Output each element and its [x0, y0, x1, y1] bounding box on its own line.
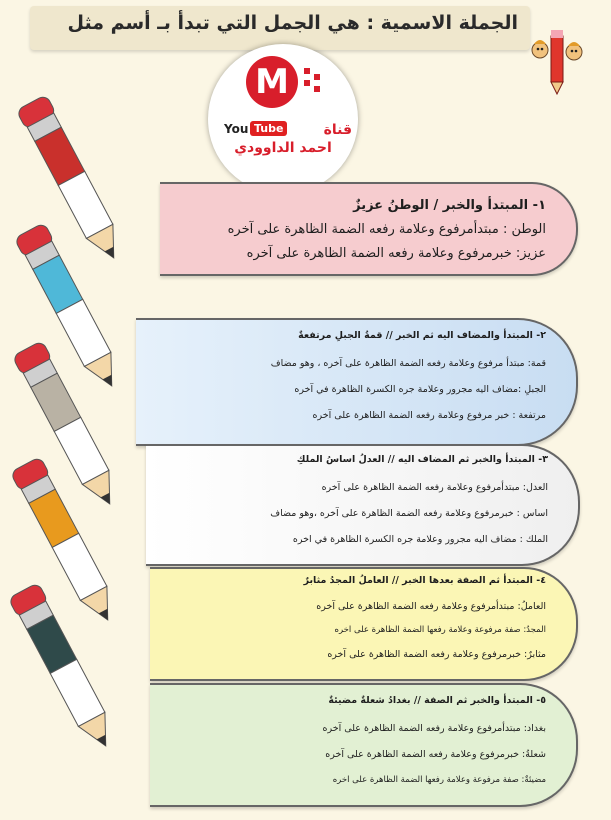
youtube-prefix: You	[224, 122, 249, 136]
channel-logo	[208, 44, 358, 194]
pencil-kids-icon	[531, 28, 583, 100]
section-5-line: بغداد: مبتدأمرفوع وعلامة رفعه الضمة الظاهرة على آخره	[322, 723, 546, 734]
section-1-line: عزيز: خبرمرفوع وعلامة رفعه الضمة الظاهرة على آخره	[246, 246, 546, 261]
section-3-line: اساس : خبرمرفوع وعلامة رفعه الضمة الظاهرة على آخره ،وهو مضاف	[270, 508, 548, 519]
section-1-line: الوطن : مبتدأمرفوع وعلامة رفعه الضمة الظاهرة على آخره	[227, 222, 546, 237]
channel-owner-name: احمد الداوودي	[234, 140, 332, 156]
section-4-line: المجدُ: صفة مرفوعة وعلامة رفعها الضمة الظاهرة على اخره	[334, 625, 546, 635]
section-5-line: شعلةُ: خبرمرفوع وعلامة رفعه الضمة الظاهرة على آخره	[325, 749, 546, 760]
section-2-line: قمة: مبتدأ مرفوع وعلامة رفعه الضمة الظاهرة على آخره ، وهو مضاف	[270, 358, 546, 369]
logo-letter: M	[246, 56, 298, 108]
youtube-badge: Tube	[250, 121, 287, 136]
section-4-line: العاملُ: مبتدأمرفوع وعلامة رفعه الضمة الظاهرة على آخره	[316, 601, 546, 612]
page-title: الجملة الاسمية : هي الجمل التي تبدأ بـ أسم مثل	[67, 12, 518, 34]
section-2-panel	[136, 318, 578, 446]
section-3-panel	[146, 444, 580, 566]
section-3-line: الملك : مضاف اليه مجرور وعلامة جره الكسرة الظاهرة في اخره	[292, 534, 548, 545]
section-2-line: الجبلِ :مضاف اليه مجرور وعلامة جره الكسرة الظاهرة في آخره	[294, 384, 546, 395]
section-4-heading: ٤- المبتدأ ثم الصفة بعدها الخبر // العاملُ المجدُ مثابرٌ	[303, 575, 546, 586]
section-3-heading: ٣- المبتدأ والخبر ثم المضاف اليه // العدلُ اساسُ الملكِ	[296, 454, 548, 465]
section-3-line: العدل: مبتدأمرفوع وعلامة رفعه الضمة الظاهرة على آخره	[321, 482, 548, 493]
section-5-panel	[150, 683, 578, 807]
logo-dots-icon	[302, 64, 326, 98]
section-5-heading: ٥- المبتدأ والخبر ثم الصفة // بغدادُ شعلةٌ مضيئةٌ	[328, 695, 546, 706]
section-2-line: مرتفعة : خبر مرفوع وعلامة رفعه الضمة الظاهرة على آخره	[312, 410, 546, 421]
channel-word: قناة	[323, 122, 352, 138]
section-1-heading: ١- المبتدأ والخبر / الوطنُ عزيزٌ	[353, 198, 546, 213]
section-4-panel	[150, 567, 578, 681]
section-4-line: مثابرٌ: خبرمرفوع وعلامة رفعه الضمة الظاهرة على آخره	[327, 649, 546, 660]
section-2-heading: ٢- المبتدأ والمضاف اليه ثم الخبر // قمةُ الجبلِ مرتفعةٌ	[298, 330, 546, 341]
section-1-panel	[160, 182, 578, 276]
section-5-line: مضيئةٌ: صفة مرفوعة وعلامة رفعها الضمة الظاهرة على اخره	[332, 775, 546, 785]
